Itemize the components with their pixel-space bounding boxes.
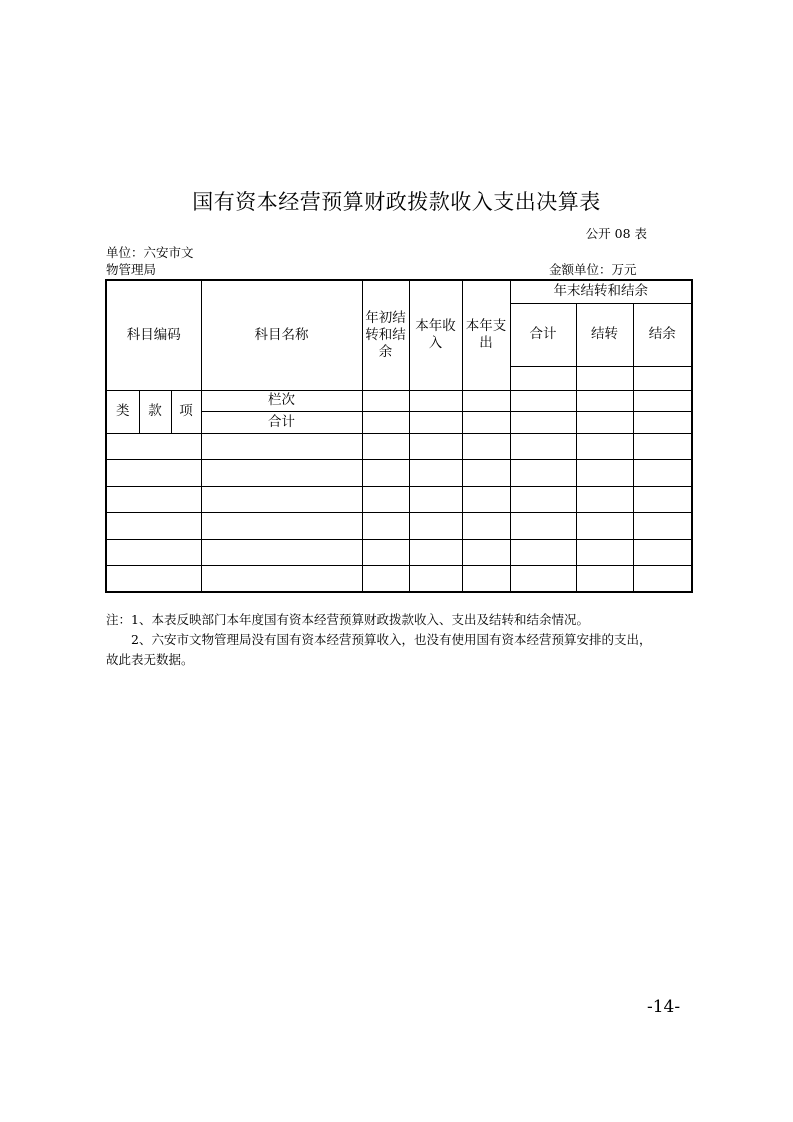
table-cell [106,486,201,513]
table-cell [462,513,510,540]
table-row [106,486,692,513]
table-row [106,513,692,540]
table-cell [201,433,362,460]
header-item: 款 [139,390,171,433]
total-row-label: 合计 [201,411,362,433]
table-row [106,433,692,460]
table-cell [201,486,362,513]
table-cell [409,566,462,593]
table-cell [462,539,510,566]
table-cell [201,460,362,487]
table-cell [633,566,692,593]
table-cell [576,513,633,540]
table-cell [409,539,462,566]
table-cell [633,513,692,540]
table-cell [201,539,362,566]
table-cell [633,460,692,487]
table-cell [362,433,409,460]
table-row [106,539,692,566]
table-cell [576,433,633,460]
table-cell [106,513,201,540]
table-cell [576,566,633,593]
table-cell [510,566,576,593]
table-cell [576,460,633,487]
table-cell [106,566,201,593]
table-cell [106,433,201,460]
table-cell [576,486,633,513]
table-cell [510,486,576,513]
table-cell [510,513,576,540]
table-cell [462,566,510,593]
table-cell [510,460,576,487]
table-cell [362,566,409,593]
table-cell [633,539,692,566]
table-cell [409,433,462,460]
header-end-surplus: 结余 [633,303,692,366]
table-cell [409,486,462,513]
note-line-1: 注：1、本表反映部门本年度国有资本经营预算财政拨款收入、支出及结转和结余情况。 [106,612,589,627]
table-cell [106,460,201,487]
page-title: 国有资本经营预算财政拨款收入支出决算表 [192,190,601,214]
unit-label-line1: 单位：六安市文 [106,245,194,260]
header-subject-code: 科目编码 [106,280,201,390]
table-cell [201,513,362,540]
table-cell [362,460,409,487]
table-cell [362,486,409,513]
header-expense: 本年支出 [462,280,510,390]
table-row [106,566,692,593]
header-income: 本年收入 [409,280,462,390]
table-cell [510,539,576,566]
header-begin-balance: 年初结转和结余 [362,280,409,390]
header-end-total: 合计 [510,303,576,366]
empty-rows [106,433,692,592]
note-line-2: 2、六安市文物管理局没有国有资本经营预算收入，也没有使用国有资本经营预算安排的支出， [131,632,652,647]
table-cell [106,539,201,566]
header-end-group: 年末结转和结余 [510,280,692,303]
table-cell [576,539,633,566]
table-cell [362,539,409,566]
table-row [106,460,692,487]
page-number: -14- [647,997,681,1017]
table-cell [462,486,510,513]
note-line-3: 故此表无数据。 [106,652,194,667]
header-end-carryover: 结转 [576,303,633,366]
column-row-label: 栏次 [201,390,362,411]
table-cell [409,460,462,487]
amount-unit-label: 金额单位：万元 [549,262,637,277]
table-cell [409,513,462,540]
table-cell [362,513,409,540]
table-cell [633,433,692,460]
table-cell [201,566,362,593]
table-cell [462,433,510,460]
header-subject-name: 科目名称 [201,280,362,390]
header-class: 类 [106,390,139,433]
budget-table [105,279,693,593]
table-cell [462,460,510,487]
table-cell [510,433,576,460]
table-code: 公开 08 表 [585,226,647,241]
header-subitem: 项 [171,390,201,433]
unit-label-line2: 物管理局 [106,262,157,277]
table-cell [633,486,692,513]
